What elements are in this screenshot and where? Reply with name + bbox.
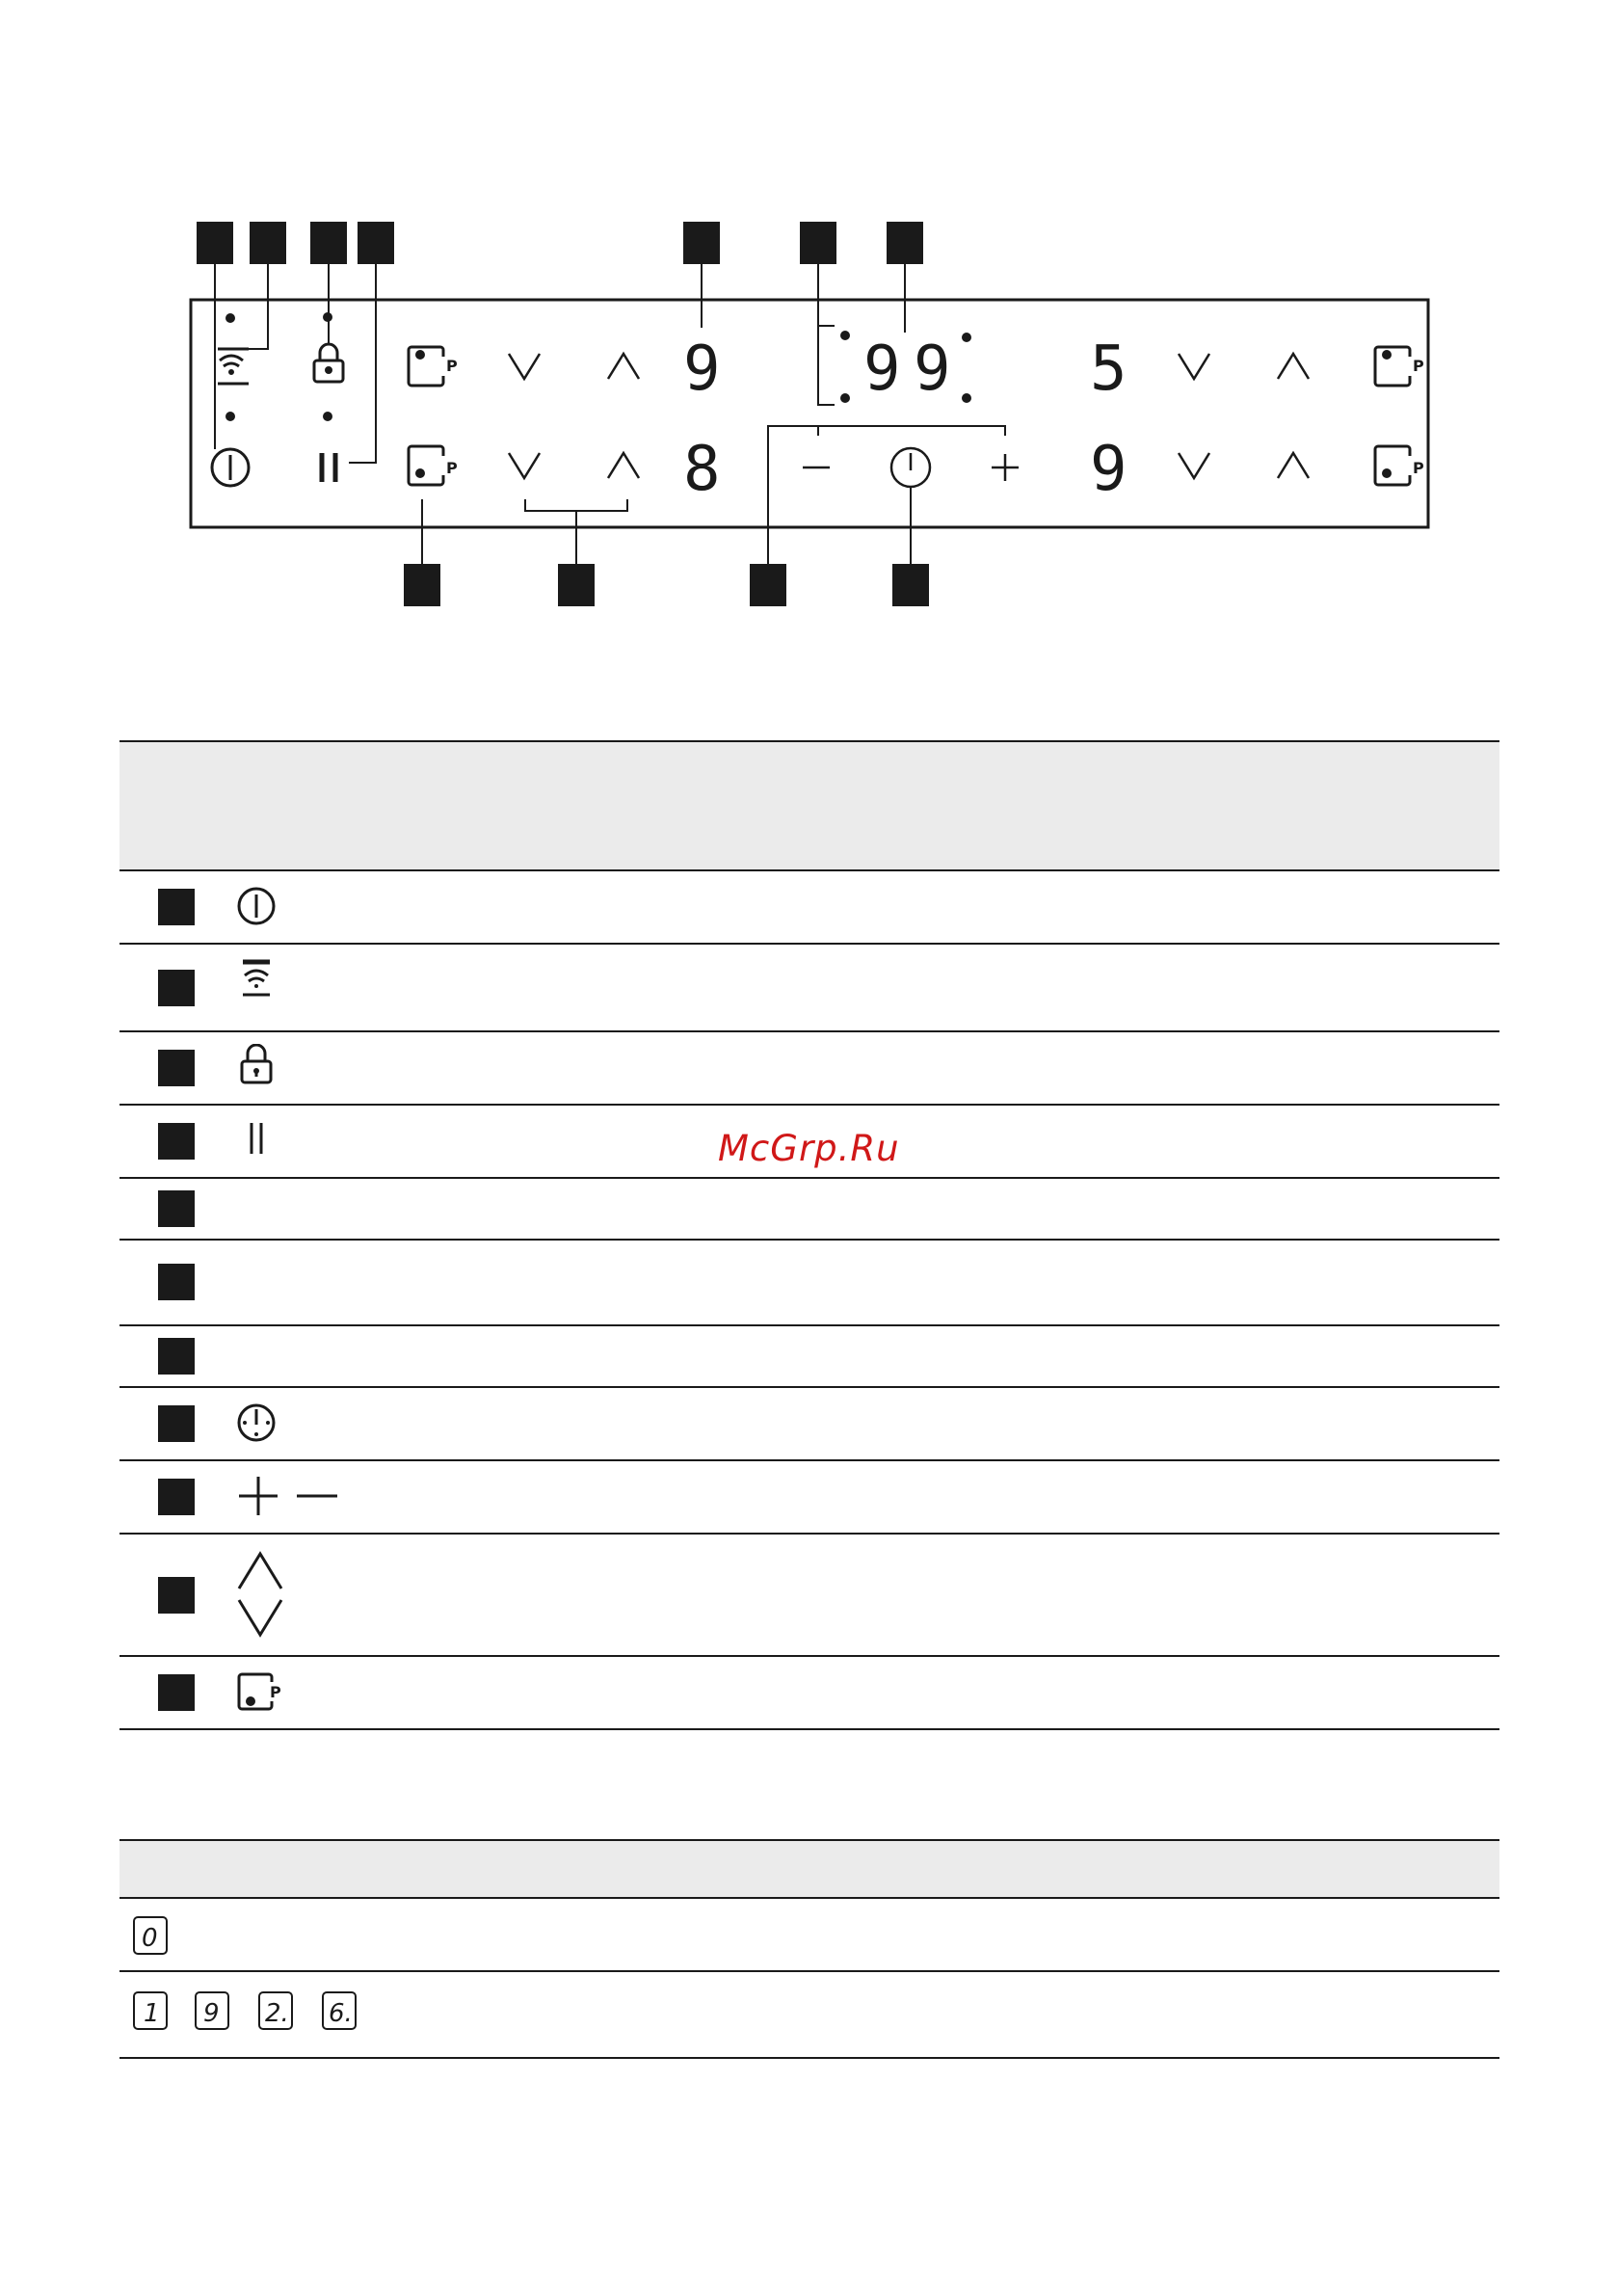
timer-display-left: 9 — [863, 334, 901, 405]
panel-up-arrow-icon[interactable] — [608, 354, 639, 379]
callout-1 — [197, 222, 233, 264]
table-row — [119, 1899, 1499, 1972]
zone2-bottom-display: 9 — [1090, 434, 1127, 505]
svg-text:0: 0 — [142, 1924, 158, 1953]
panel-up-arrow-icon[interactable] — [608, 453, 639, 478]
table-row — [119, 1657, 1499, 1730]
svg-text:1: 1 — [144, 1999, 160, 2028]
number-marker — [158, 889, 195, 925]
zone1-bottom-display: 8 — [683, 434, 721, 505]
lock-icon — [235, 1044, 278, 1086]
number-marker — [158, 1338, 195, 1375]
panel-up-arrow-icon[interactable] — [1278, 453, 1309, 478]
pow-label: P — [446, 357, 458, 375]
table-row — [119, 1388, 1499, 1461]
control-panel-diagram — [0, 0, 1618, 617]
number-marker — [158, 1264, 195, 1300]
number-marker — [158, 1190, 195, 1227]
callout-11 — [404, 564, 440, 606]
number-marker — [158, 1050, 195, 1086]
number-marker — [158, 1123, 195, 1160]
panel-down-arrow-icon[interactable] — [1179, 453, 1209, 478]
panel-down-arrow-icon[interactable] — [509, 354, 540, 379]
panel-timer-icon[interactable] — [891, 448, 930, 487]
watermark-text: McGrp.Ru — [718, 1128, 900, 1169]
callout-5 — [683, 222, 720, 264]
table-row — [119, 1241, 1499, 1326]
number-marker — [158, 1405, 195, 1442]
table-row — [119, 945, 1499, 1032]
callout-4 — [358, 222, 394, 264]
table-row — [119, 871, 1499, 945]
timer-display-right: 9 — [914, 334, 951, 405]
up-down-arrows-icon — [235, 1548, 285, 1641]
power-boost-icon — [235, 1670, 289, 1713]
pow-label: P — [1413, 459, 1424, 477]
table-row — [119, 1179, 1499, 1241]
number-marker — [158, 1479, 195, 1515]
callout-9 — [750, 564, 786, 606]
callout-8 — [892, 564, 929, 606]
symbols-table — [119, 740, 1499, 1730]
display-table — [119, 1839, 1499, 2059]
panel-down-arrow-icon[interactable] — [1179, 354, 1209, 379]
number-marker — [158, 1674, 195, 1711]
power-icon — [235, 885, 278, 927]
table-row — [119, 1461, 1499, 1535]
panel-down-arrow-icon[interactable] — [509, 453, 540, 478]
callout-10 — [558, 564, 595, 606]
digit-display-icon — [320, 1989, 358, 2032]
digit-display-icon — [256, 1989, 295, 2032]
svg-text:6.: 6. — [329, 1999, 353, 2028]
svg-text:2.: 2. — [265, 1999, 289, 2028]
number-marker — [158, 1577, 195, 1614]
panel-hob2hood-icon[interactable] — [218, 349, 249, 384]
timer-icon — [235, 1402, 278, 1444]
panel-power-icon[interactable] — [212, 449, 249, 486]
panel-lock-icon[interactable] — [314, 344, 343, 382]
callout-6 — [800, 222, 836, 264]
svg-text:9: 9 — [203, 1999, 220, 2028]
svg-text:P: P — [270, 1683, 281, 1701]
callout-3 — [310, 222, 347, 264]
pow-label: P — [1413, 357, 1424, 375]
callout-7 — [887, 222, 923, 264]
hob2hood-icon — [235, 958, 278, 1001]
digit-display-icon — [131, 1989, 170, 2032]
table-row — [119, 1972, 1499, 2059]
symbols-table-header — [119, 740, 1499, 871]
zone1-top-display: 9 — [683, 334, 721, 405]
pow-label: P — [446, 459, 458, 477]
callout-2 — [250, 222, 286, 264]
digit-display-icon — [131, 1914, 170, 1957]
panel-pause-icon[interactable] — [322, 453, 335, 482]
table-row — [119, 1032, 1499, 1106]
display-table-header — [119, 1839, 1499, 1899]
table-row — [119, 1326, 1499, 1388]
number-marker — [158, 970, 195, 1006]
plus-minus-icon — [235, 1475, 341, 1517]
pause-icon — [235, 1117, 278, 1160]
panel-up-arrow-icon[interactable] — [1278, 354, 1309, 379]
zone2-top-display: 5 — [1090, 334, 1127, 405]
panel-plus-icon[interactable] — [992, 454, 1019, 481]
table-row — [119, 1535, 1499, 1657]
digit-display-icon — [193, 1989, 231, 2032]
